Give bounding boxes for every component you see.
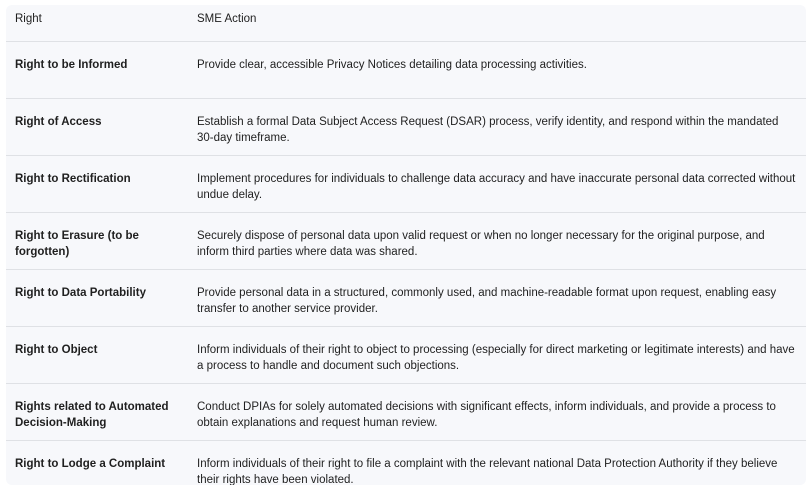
table-row [6,42,806,99]
right-name: Rights related to Automated Decision-Making [15,401,169,429]
table-row [6,156,806,213]
table-row [6,99,806,156]
table-header-row [6,5,806,42]
right-name: Right to Lodge a Complaint [15,458,166,470]
column-header-right: Right [6,5,197,42]
table-row [6,270,806,327]
sme-action: Inform individuals of their right to file a complaint with the relevant national Data Protection Authority if they believe their rights have been violated. [197,458,778,485]
sme-action: Implement procedures for individuals to challenge data accuracy and have inaccurate personal data corrected without undue delay. [197,173,796,201]
right-name: Right to Object [15,344,98,356]
sme-action: Conduct DPIAs for solely automated decisions with significant effects, inform individuals, and provide a process to obtain explanations and request human review. [197,401,776,429]
right-name: Right to Data Portability [15,287,146,299]
rights-table [6,5,806,485]
right-name: Right to Erasure (to be forgotten) [15,230,139,258]
table-row [6,384,806,441]
column-header-sme-action: SME Action [197,5,806,42]
table-row [6,441,806,486]
rights-table-container [6,5,806,485]
sme-action: Provide personal data in a structured, commonly used, and machine-readable format upon request, enabling easy transfer to another service provider. [197,287,777,315]
sme-action: Provide clear, accessible Privacy Notices detailing data processing activities. [197,59,587,71]
right-name: Right of Access [15,116,102,128]
sme-action: Securely dispose of personal data upon valid request or when no longer necessary for the original purpose, and inform third parties where data was shared. [197,230,765,258]
sme-action: Inform individuals of their right to object to processing (especially for direct marketing or legitimate interests) and have a process to handle and document such objections. [197,344,795,372]
table-row [6,213,806,270]
right-name: Right to be Informed [15,59,128,71]
right-name: Right to Rectification [15,173,131,185]
table-row [6,327,806,384]
sme-action: Establish a formal Data Subject Access Request (DSAR) process, verify identity, and respond within the mandated 30-day timeframe. [197,116,779,144]
